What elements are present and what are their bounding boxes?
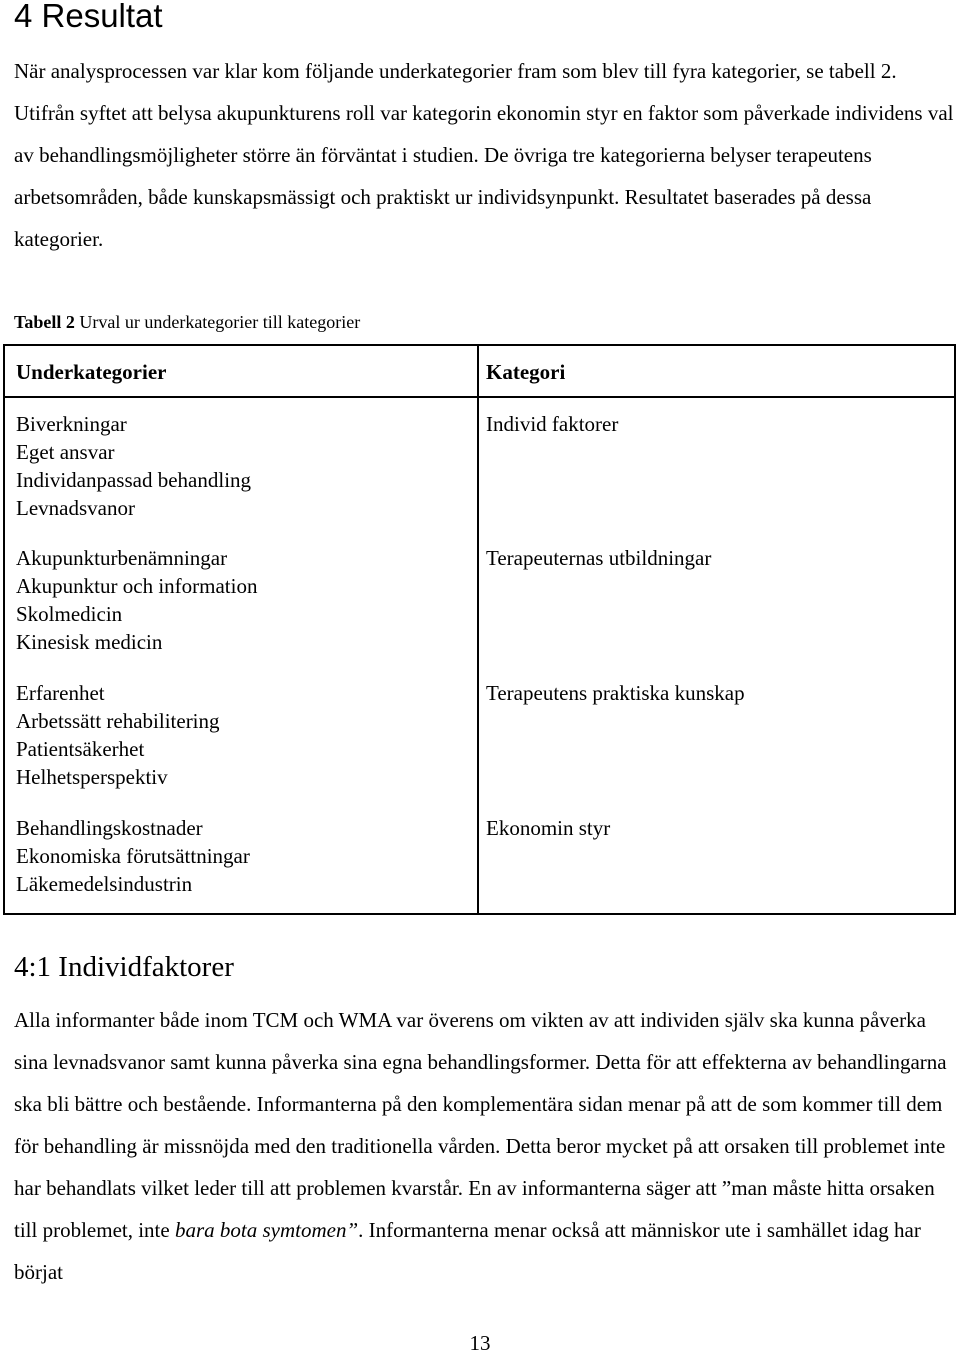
table-row	[4, 532, 955, 667]
subsection-heading-individfaktorer: 4:1 Individfaktorer	[14, 951, 234, 983]
body-paragraph-continuation: . Informanterna menar också att människor ute i samhället idag har börjat	[14, 1218, 921, 1284]
subcategory-item: Ekonomiska förutsättningar	[16, 844, 250, 868]
table-caption-text: Urval ur underkategorier till kategorier	[79, 312, 361, 332]
subcategory-item: Behandlingskostnader	[16, 816, 203, 840]
subcategory-item: Arbetssätt rehabilitering	[16, 709, 220, 733]
subcategory-item: Akupunktur och information	[16, 574, 258, 598]
body-paragraph-text: Alla informanter både inom TCM och WMA var överens om vikten av att individen själv ska kunna påverka sina levnadsvanor samt kunna påverka sina egna behandlingsformer. Detta för att effekterna av behandlingarna ska bli bättre och bestående. Informanterna på den komplementära sidan menar på att de som kommer till dem för behandling är missnöjda med den traditionella vården. Detta beror mycket på att orsaken till problemet inte har behandlats vilket leder till att problemen kvarstår. En av informanterna säger att ”man måste hitta orsaken till problemet, inte	[14, 1008, 947, 1242]
subcategory-item: Läkemedelsindustrin	[16, 872, 193, 896]
subcategory-item: Levnadsvanor	[16, 496, 135, 520]
category-cell: Terapeuternas utbildningar	[486, 546, 712, 570]
intro-paragraph: När analysprocessen var klar kom följande underkategorier fram som blev till fyra kategorier, se tabell 2. Utifrån syftet att belysa akupunkturens roll var kategorin ekonomin styr en faktor som påverkade individens val av behandlingsmöjligheter större än förväntat i studien. De övriga tre kategorierna belyser terapeutens arbetsområden, både kunskapsmässigt och praktiskt ur individsynpunkt. Resultatet baserades på dessa kategorier.	[14, 59, 954, 251]
header-category: Kategori	[478, 345, 955, 397]
table-row	[4, 667, 955, 802]
table-row	[4, 397, 955, 532]
subcategory-item: Individanpassad behandling	[16, 468, 252, 492]
category-cell: Individ faktorer	[486, 412, 619, 436]
page-number: 13	[469, 1331, 491, 1355]
category-table	[3, 344, 956, 915]
subcategory-cell	[4, 397, 478, 532]
subcategory-item: Kinesisk medicin	[16, 630, 163, 654]
body-paragraph-quote: bara bota symtomen”	[174, 1218, 359, 1242]
subcategory-cell	[4, 532, 478, 667]
section-heading-resultat: 4 Resultat	[14, 0, 163, 34]
subcategory-item: Erfarenhet	[16, 681, 105, 705]
header-subcategories: Underkategorier	[4, 345, 478, 397]
subcategory-item: Eget ansvar	[16, 440, 115, 464]
table-caption-label: Tabell 2	[14, 312, 75, 332]
subcategory-item: Patientsäkerhet	[16, 737, 145, 761]
subcategory-item: Skolmedicin	[16, 602, 123, 626]
subcategory-item: Akupunkturbenämningar	[16, 546, 228, 570]
table-header-row	[4, 345, 955, 397]
subcategory-cell	[4, 667, 478, 802]
category-cell: Ekonomin styr	[486, 816, 611, 840]
subcategory-item: Helhetsperspektiv	[16, 765, 168, 789]
body-paragraph	[14, 999, 954, 1293]
subcategory-cell	[4, 802, 478, 914]
category-cell: Terapeutens praktiska kunskap	[486, 681, 745, 705]
table-row	[4, 802, 955, 914]
subcategory-item: Biverkningar	[16, 412, 127, 436]
table-caption	[14, 310, 360, 334]
